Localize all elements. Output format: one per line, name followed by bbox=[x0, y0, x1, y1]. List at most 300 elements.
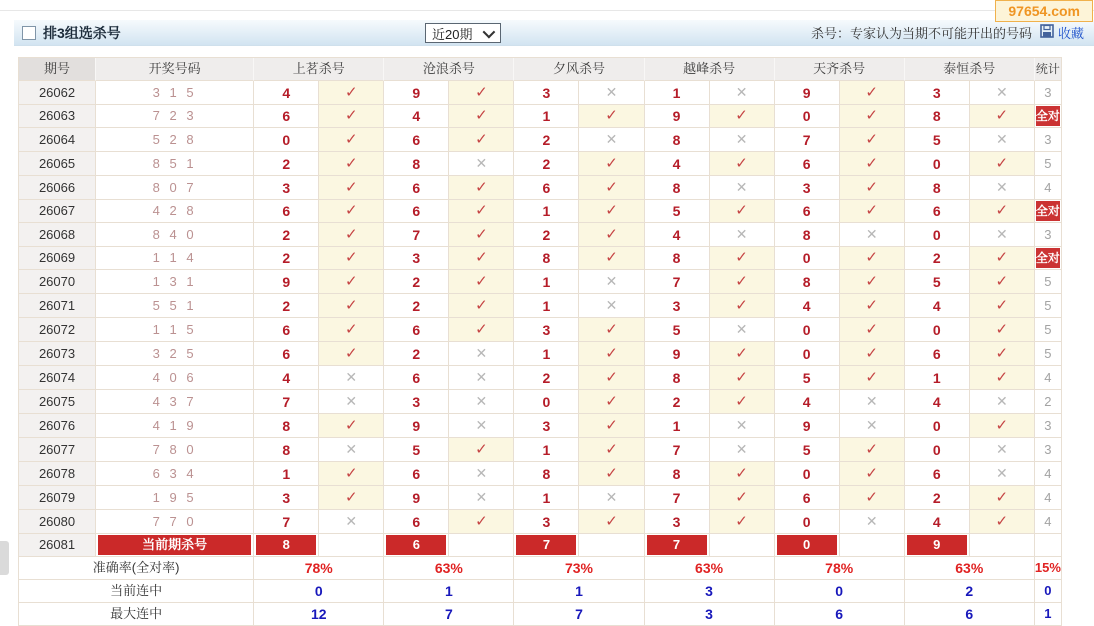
kill-number-cell: 7 bbox=[645, 438, 710, 462]
check-icon: ✓ bbox=[344, 178, 358, 196]
check-icon: ✓ bbox=[865, 83, 878, 101]
kill-number-cell: 0 bbox=[775, 462, 840, 486]
kill-number-cell: 2 bbox=[384, 342, 449, 366]
check-icon: ✓ bbox=[475, 83, 488, 101]
cross-icon: ✕ bbox=[735, 441, 748, 457]
kill-number-cell: 6 bbox=[384, 128, 449, 152]
table-row bbox=[19, 318, 1062, 342]
check-icon: ✓ bbox=[995, 296, 1009, 314]
winning-numbers-cell: 8 5 1 bbox=[96, 152, 254, 176]
check-icon: ✓ bbox=[605, 202, 618, 219]
kill-number-cell: 2 bbox=[905, 247, 970, 270]
kill-number-cell: 6 bbox=[384, 510, 449, 534]
hit-mark-cell bbox=[970, 462, 1035, 486]
kill-number-cell: 7 bbox=[254, 390, 319, 414]
winning-numbers-cell: 4 2 8 bbox=[96, 200, 254, 223]
footer-value: 7 bbox=[514, 603, 644, 626]
cross-icon: ✕ bbox=[735, 417, 748, 433]
hit-mark-cell bbox=[579, 294, 644, 318]
footer-row bbox=[19, 557, 1062, 580]
kill-number-cell: 8 bbox=[384, 152, 449, 176]
stat-cell: 5 bbox=[1035, 342, 1062, 366]
hit-mark-cell bbox=[840, 200, 905, 223]
cross-icon: ✕ bbox=[735, 226, 748, 242]
footer-value: 78% bbox=[775, 557, 905, 580]
hit-mark-cell bbox=[319, 176, 384, 200]
kill-number-cell: 7 bbox=[645, 486, 710, 510]
hit-mark-cell bbox=[840, 128, 905, 152]
hit-mark-cell bbox=[449, 318, 514, 342]
kill-number-cell: 6 bbox=[775, 200, 840, 223]
period-cell: 26069 bbox=[19, 247, 96, 270]
check-icon: ✓ bbox=[865, 320, 878, 338]
hit-mark-cell bbox=[579, 510, 644, 534]
col-header-expert-2: 沧浪杀号 bbox=[384, 58, 514, 81]
footer-value: 2 bbox=[905, 580, 1035, 603]
kill-number-cell: 6 bbox=[775, 486, 840, 510]
period-cell: 26078 bbox=[19, 462, 96, 486]
check-icon: ✓ bbox=[865, 296, 878, 314]
check-icon: ✓ bbox=[735, 202, 748, 219]
col-header-expert-1: 上茗杀号 bbox=[254, 58, 384, 81]
table-row bbox=[19, 366, 1062, 390]
cross-icon: ✕ bbox=[605, 297, 618, 313]
top-strip bbox=[0, 0, 1094, 11]
empty-mark-cell bbox=[970, 534, 1035, 557]
cross-icon: ✕ bbox=[475, 465, 488, 481]
check-icon: ✓ bbox=[735, 296, 748, 314]
check-icon: ✓ bbox=[865, 130, 878, 148]
hit-mark-cell bbox=[840, 223, 905, 247]
hit-mark-cell bbox=[970, 390, 1035, 414]
kill-number-cell: 3 bbox=[645, 510, 710, 534]
hit-mark-cell bbox=[449, 486, 514, 510]
hit-mark-cell bbox=[319, 294, 384, 318]
stat-cell: 5 bbox=[1035, 152, 1062, 176]
footer-stat: 15% bbox=[1035, 557, 1062, 580]
table-row bbox=[19, 81, 1062, 105]
period-cell: 26062 bbox=[19, 81, 96, 105]
kill-number-cell: 0 bbox=[775, 247, 840, 270]
check-icon: ✓ bbox=[735, 512, 748, 530]
check-icon: ✓ bbox=[735, 272, 748, 290]
kill-number-cell: 6 bbox=[514, 176, 579, 200]
check-icon: ✓ bbox=[344, 416, 358, 434]
kill-number-cell: 2 bbox=[254, 152, 319, 176]
cross-icon: ✕ bbox=[865, 393, 878, 409]
kill-number-cell: 0 bbox=[775, 318, 840, 342]
empty-mark-cell bbox=[449, 534, 514, 557]
winning-numbers-cell: 8 0 7 bbox=[96, 176, 254, 200]
winning-numbers-cell: 1 1 5 bbox=[96, 318, 254, 342]
check-icon: ✓ bbox=[995, 154, 1009, 172]
hit-mark-cell bbox=[710, 105, 775, 128]
cross-icon: ✕ bbox=[995, 226, 1008, 242]
check-icon: ✓ bbox=[605, 249, 618, 266]
check-icon: ✓ bbox=[865, 178, 878, 196]
table-row bbox=[19, 342, 1062, 366]
kill-number-cell: 2 bbox=[645, 390, 710, 414]
hit-mark-cell bbox=[579, 81, 644, 105]
check-icon: ✓ bbox=[344, 225, 358, 243]
hit-mark-cell bbox=[970, 176, 1035, 200]
check-icon: ✓ bbox=[995, 368, 1009, 386]
footer-value: 1 bbox=[514, 580, 644, 603]
kill-number-cell: 9 bbox=[254, 270, 319, 294]
kill-number-cell: 2 bbox=[514, 128, 579, 152]
check-icon: ✓ bbox=[605, 368, 618, 386]
kill-number-cell: 4 bbox=[645, 152, 710, 176]
footer-row bbox=[19, 603, 1062, 626]
cross-icon: ✕ bbox=[475, 393, 488, 409]
period-cell: 26071 bbox=[19, 294, 96, 318]
footer-row bbox=[19, 580, 1062, 603]
kill-number-cell: 1 bbox=[645, 414, 710, 438]
kill-number-cell: 6 bbox=[254, 318, 319, 342]
stat-cell: 4 bbox=[1035, 510, 1062, 534]
hit-mark-cell bbox=[970, 294, 1035, 318]
current-kill-cell: 0 bbox=[775, 534, 840, 557]
hit-mark-cell bbox=[710, 294, 775, 318]
table-row bbox=[19, 105, 1062, 128]
stat-cell: 全对 bbox=[1035, 247, 1062, 270]
check-icon: ✓ bbox=[605, 464, 618, 482]
hit-mark-cell bbox=[319, 200, 384, 223]
stat-cell: 2 bbox=[1035, 390, 1062, 414]
check-icon: ✓ bbox=[344, 344, 358, 362]
kill-number-cell: 8 bbox=[775, 270, 840, 294]
check-icon: ✓ bbox=[735, 464, 748, 482]
kill-number-cell: 0 bbox=[905, 152, 970, 176]
kill-number-cell: 8 bbox=[645, 247, 710, 270]
kill-number-cell: 1 bbox=[514, 200, 579, 223]
check-icon: ✓ bbox=[995, 344, 1009, 362]
table-row bbox=[19, 128, 1062, 152]
stat-cell: 3 bbox=[1035, 223, 1062, 247]
current-period-row bbox=[19, 534, 1062, 557]
hit-mark-cell bbox=[710, 438, 775, 462]
stat-cell: 5 bbox=[1035, 294, 1062, 318]
check-icon: ✓ bbox=[475, 178, 488, 196]
stat-cell: 3 bbox=[1035, 81, 1062, 105]
hit-mark-cell bbox=[319, 510, 384, 534]
table-row bbox=[19, 510, 1062, 534]
col-header-expert-5: 天齐杀号 bbox=[775, 58, 905, 81]
kill-number-cell: 2 bbox=[514, 223, 579, 247]
table-row bbox=[19, 294, 1062, 318]
empty-mark-cell bbox=[319, 534, 384, 557]
period-cell: 26064 bbox=[19, 128, 96, 152]
kill-number-cell: 9 bbox=[645, 342, 710, 366]
hit-mark-cell bbox=[710, 342, 775, 366]
cross-icon: ✕ bbox=[995, 465, 1008, 481]
hit-mark-cell bbox=[710, 247, 775, 270]
kill-number-cell: 9 bbox=[384, 414, 449, 438]
hit-mark-cell bbox=[840, 510, 905, 534]
table-row bbox=[19, 486, 1062, 510]
col-header-expert-4: 越峰杀号 bbox=[645, 58, 775, 81]
kill-number-cell: 6 bbox=[254, 342, 319, 366]
footer-value: 12 bbox=[254, 603, 384, 626]
hit-mark-cell bbox=[319, 128, 384, 152]
cross-icon: ✕ bbox=[865, 417, 878, 433]
empty-mark-cell bbox=[710, 534, 775, 557]
winning-numbers-cell: 3 1 5 bbox=[96, 81, 254, 105]
check-icon: ✓ bbox=[344, 272, 358, 290]
kill-number-cell: 1 bbox=[514, 294, 579, 318]
check-icon: ✓ bbox=[865, 249, 878, 266]
check-icon: ✓ bbox=[605, 440, 618, 458]
hit-mark-cell bbox=[970, 342, 1035, 366]
footer-value: 63% bbox=[384, 557, 514, 580]
kill-number-cell: 9 bbox=[384, 486, 449, 510]
kill-number-cell: 6 bbox=[384, 318, 449, 342]
kill-number-cell: 3 bbox=[514, 318, 579, 342]
winning-numbers-cell: 1 1 4 bbox=[96, 247, 254, 270]
save-icon bbox=[1040, 24, 1054, 41]
footer-label: 准确率(全对率) bbox=[19, 557, 254, 580]
kill-number-cell: 3 bbox=[514, 510, 579, 534]
table-row bbox=[19, 414, 1062, 438]
kill-number-cell: 8 bbox=[514, 462, 579, 486]
footer-value: 6 bbox=[775, 603, 905, 626]
kill-number-cell: 0 bbox=[775, 342, 840, 366]
footer-value: 3 bbox=[645, 603, 775, 626]
hit-mark-cell bbox=[840, 486, 905, 510]
period-cell: 26072 bbox=[19, 318, 96, 342]
stat-cell: 5 bbox=[1035, 270, 1062, 294]
hit-mark-cell bbox=[319, 223, 384, 247]
panel-header-bar bbox=[14, 20, 1094, 46]
table-row bbox=[19, 200, 1062, 223]
cross-icon: ✕ bbox=[345, 369, 358, 385]
current-kill-cell: 8 bbox=[254, 534, 319, 557]
hit-mark-cell bbox=[579, 414, 644, 438]
table-row bbox=[19, 152, 1062, 176]
kill-number-cell: 6 bbox=[254, 105, 319, 128]
hit-mark-cell bbox=[319, 247, 384, 270]
kill-number-cell: 8 bbox=[645, 366, 710, 390]
cross-icon: ✕ bbox=[475, 489, 488, 505]
hit-mark-cell bbox=[840, 294, 905, 318]
hit-mark-cell bbox=[449, 294, 514, 318]
kill-number-cell: 5 bbox=[775, 366, 840, 390]
kill-number-cell: 1 bbox=[514, 342, 579, 366]
check-icon: ✓ bbox=[475, 107, 488, 124]
hit-mark-cell bbox=[840, 414, 905, 438]
hit-mark-cell bbox=[319, 438, 384, 462]
winning-numbers-cell: 7 8 0 bbox=[96, 438, 254, 462]
current-kill-cell: 9 bbox=[905, 534, 970, 557]
kill-number-cell: 8 bbox=[254, 414, 319, 438]
kill-number-cell: 4 bbox=[645, 223, 710, 247]
hit-mark-cell bbox=[579, 270, 644, 294]
hit-mark-cell bbox=[579, 105, 644, 128]
hit-mark-cell bbox=[449, 176, 514, 200]
hit-mark-cell bbox=[970, 223, 1035, 247]
kill-number-cell: 0 bbox=[254, 128, 319, 152]
check-icon: ✓ bbox=[865, 272, 878, 290]
hit-mark-cell bbox=[970, 81, 1035, 105]
check-icon: ✓ bbox=[475, 202, 488, 219]
kill-number-cell: 3 bbox=[254, 486, 319, 510]
check-icon: ✓ bbox=[475, 296, 488, 314]
hit-mark-cell bbox=[319, 390, 384, 414]
kill-number-cell: 2 bbox=[514, 366, 579, 390]
site-badge[interactable]: 97654.com bbox=[995, 0, 1093, 22]
hit-mark-cell bbox=[579, 152, 644, 176]
kill-number-cell: 0 bbox=[905, 414, 970, 438]
check-icon: ✓ bbox=[605, 320, 618, 338]
stat-cell: 3 bbox=[1035, 128, 1062, 152]
cross-icon: ✕ bbox=[345, 513, 358, 529]
kill-number-cell: 3 bbox=[905, 81, 970, 105]
kill-number-cell: 6 bbox=[905, 342, 970, 366]
kill-number-cell: 3 bbox=[254, 176, 319, 200]
cross-icon: ✕ bbox=[735, 84, 748, 100]
hit-mark-cell bbox=[579, 486, 644, 510]
table-row bbox=[19, 462, 1062, 486]
footer-value: 6 bbox=[905, 603, 1035, 626]
hit-mark-cell bbox=[319, 152, 384, 176]
check-icon: ✓ bbox=[605, 225, 618, 243]
cross-icon: ✕ bbox=[995, 84, 1008, 100]
check-icon: ✓ bbox=[735, 107, 748, 124]
kill-number-cell: 8 bbox=[645, 128, 710, 152]
kill-number-cell: 6 bbox=[905, 200, 970, 223]
period-cell: 26074 bbox=[19, 366, 96, 390]
table-row bbox=[19, 247, 1062, 270]
check-icon: ✓ bbox=[995, 320, 1009, 338]
footer-label: 当前连中 bbox=[19, 580, 254, 603]
check-icon: ✓ bbox=[995, 249, 1009, 266]
col-header-expert-3: 夕风杀号 bbox=[514, 58, 644, 81]
check-icon: ✓ bbox=[865, 488, 878, 506]
hit-mark-cell bbox=[579, 318, 644, 342]
hit-mark-cell bbox=[710, 366, 775, 390]
winning-numbers-cell: 5 2 8 bbox=[96, 128, 254, 152]
check-icon: ✓ bbox=[995, 488, 1009, 506]
hit-mark-cell bbox=[710, 390, 775, 414]
check-icon: ✓ bbox=[995, 416, 1009, 434]
hit-mark-cell bbox=[710, 510, 775, 534]
kill-number-cell: 4 bbox=[384, 105, 449, 128]
hit-mark-cell bbox=[970, 270, 1035, 294]
hit-mark-cell bbox=[449, 81, 514, 105]
cross-icon: ✕ bbox=[605, 84, 618, 100]
check-icon: ✓ bbox=[995, 202, 1009, 219]
hit-mark-cell bbox=[319, 105, 384, 128]
kill-number-cell: 4 bbox=[775, 294, 840, 318]
kill-number-cell: 5 bbox=[645, 318, 710, 342]
kill-number-cell: 7 bbox=[645, 270, 710, 294]
cross-icon: ✕ bbox=[605, 273, 618, 289]
hit-mark-cell bbox=[970, 486, 1035, 510]
hit-mark-cell bbox=[710, 81, 775, 105]
hit-mark-cell bbox=[579, 247, 644, 270]
hit-mark-cell bbox=[449, 462, 514, 486]
kill-number-cell: 7 bbox=[384, 223, 449, 247]
period-cell: 26065 bbox=[19, 152, 96, 176]
check-icon: ✓ bbox=[475, 272, 488, 290]
hit-mark-cell bbox=[710, 462, 775, 486]
stat-cell: 5 bbox=[1035, 318, 1062, 342]
winning-numbers-cell: 1 3 1 bbox=[96, 270, 254, 294]
hit-mark-cell bbox=[840, 366, 905, 390]
winning-numbers-cell: 8 4 0 bbox=[96, 223, 254, 247]
check-icon: ✓ bbox=[865, 344, 878, 362]
cross-icon: ✕ bbox=[995, 393, 1008, 409]
kill-number-cell: 9 bbox=[775, 81, 840, 105]
hit-mark-cell bbox=[840, 247, 905, 270]
panel-checkbox[interactable] bbox=[22, 26, 36, 40]
hit-mark-cell bbox=[710, 270, 775, 294]
hit-mark-cell bbox=[970, 247, 1035, 270]
hit-mark-cell bbox=[579, 366, 644, 390]
hit-mark-cell bbox=[579, 390, 644, 414]
kill-number-cell: 8 bbox=[254, 438, 319, 462]
period-cell: 26081 bbox=[19, 534, 96, 557]
period-cell: 26070 bbox=[19, 270, 96, 294]
check-icon: ✓ bbox=[735, 249, 748, 266]
favorite-link[interactable]: 收藏 bbox=[1057, 26, 1084, 41]
hit-mark-cell bbox=[449, 247, 514, 270]
winning-numbers-cell: 4 3 7 bbox=[96, 390, 254, 414]
stat-cell: 3 bbox=[1035, 438, 1062, 462]
period-cell: 26073 bbox=[19, 342, 96, 366]
kill-number-table bbox=[18, 57, 1062, 626]
hit-mark-cell bbox=[840, 318, 905, 342]
period-select[interactable] bbox=[425, 23, 501, 43]
kill-number-cell: 6 bbox=[384, 366, 449, 390]
kill-number-cell: 2 bbox=[384, 294, 449, 318]
hit-mark-cell bbox=[319, 462, 384, 486]
kill-number-cell: 6 bbox=[384, 462, 449, 486]
hit-mark-cell bbox=[449, 270, 514, 294]
kill-number-cell: 4 bbox=[905, 390, 970, 414]
hit-mark-cell bbox=[449, 200, 514, 223]
hit-mark-cell bbox=[710, 128, 775, 152]
hit-mark-cell bbox=[579, 462, 644, 486]
kill-number-cell: 4 bbox=[905, 294, 970, 318]
cross-icon: ✕ bbox=[995, 179, 1008, 195]
kill-number-cell: 3 bbox=[645, 294, 710, 318]
check-icon: ✓ bbox=[605, 107, 618, 124]
period-cell: 26067 bbox=[19, 200, 96, 223]
stat-cell bbox=[1035, 534, 1062, 557]
hit-mark-cell bbox=[970, 105, 1035, 128]
kill-number-cell: 0 bbox=[905, 438, 970, 462]
kill-number-cell: 4 bbox=[905, 510, 970, 534]
hit-mark-cell bbox=[970, 366, 1035, 390]
footer-stat: 0 bbox=[1035, 580, 1062, 603]
check-icon: ✓ bbox=[475, 249, 488, 266]
check-icon: ✓ bbox=[995, 512, 1009, 530]
hit-mark-cell bbox=[449, 510, 514, 534]
check-icon: ✓ bbox=[605, 392, 618, 410]
stat-cell: 3 bbox=[1035, 414, 1062, 438]
hit-mark-cell bbox=[840, 152, 905, 176]
footer-value: 63% bbox=[645, 557, 775, 580]
table-row bbox=[19, 176, 1062, 200]
winning-numbers-cell: 1 9 5 bbox=[96, 486, 254, 510]
cross-icon: ✕ bbox=[865, 226, 878, 242]
table-row bbox=[19, 270, 1062, 294]
check-icon: ✓ bbox=[344, 296, 358, 314]
kill-number-cell: 8 bbox=[514, 247, 579, 270]
current-kill-cell: 7 bbox=[645, 534, 710, 557]
kill-number-cell: 9 bbox=[645, 105, 710, 128]
